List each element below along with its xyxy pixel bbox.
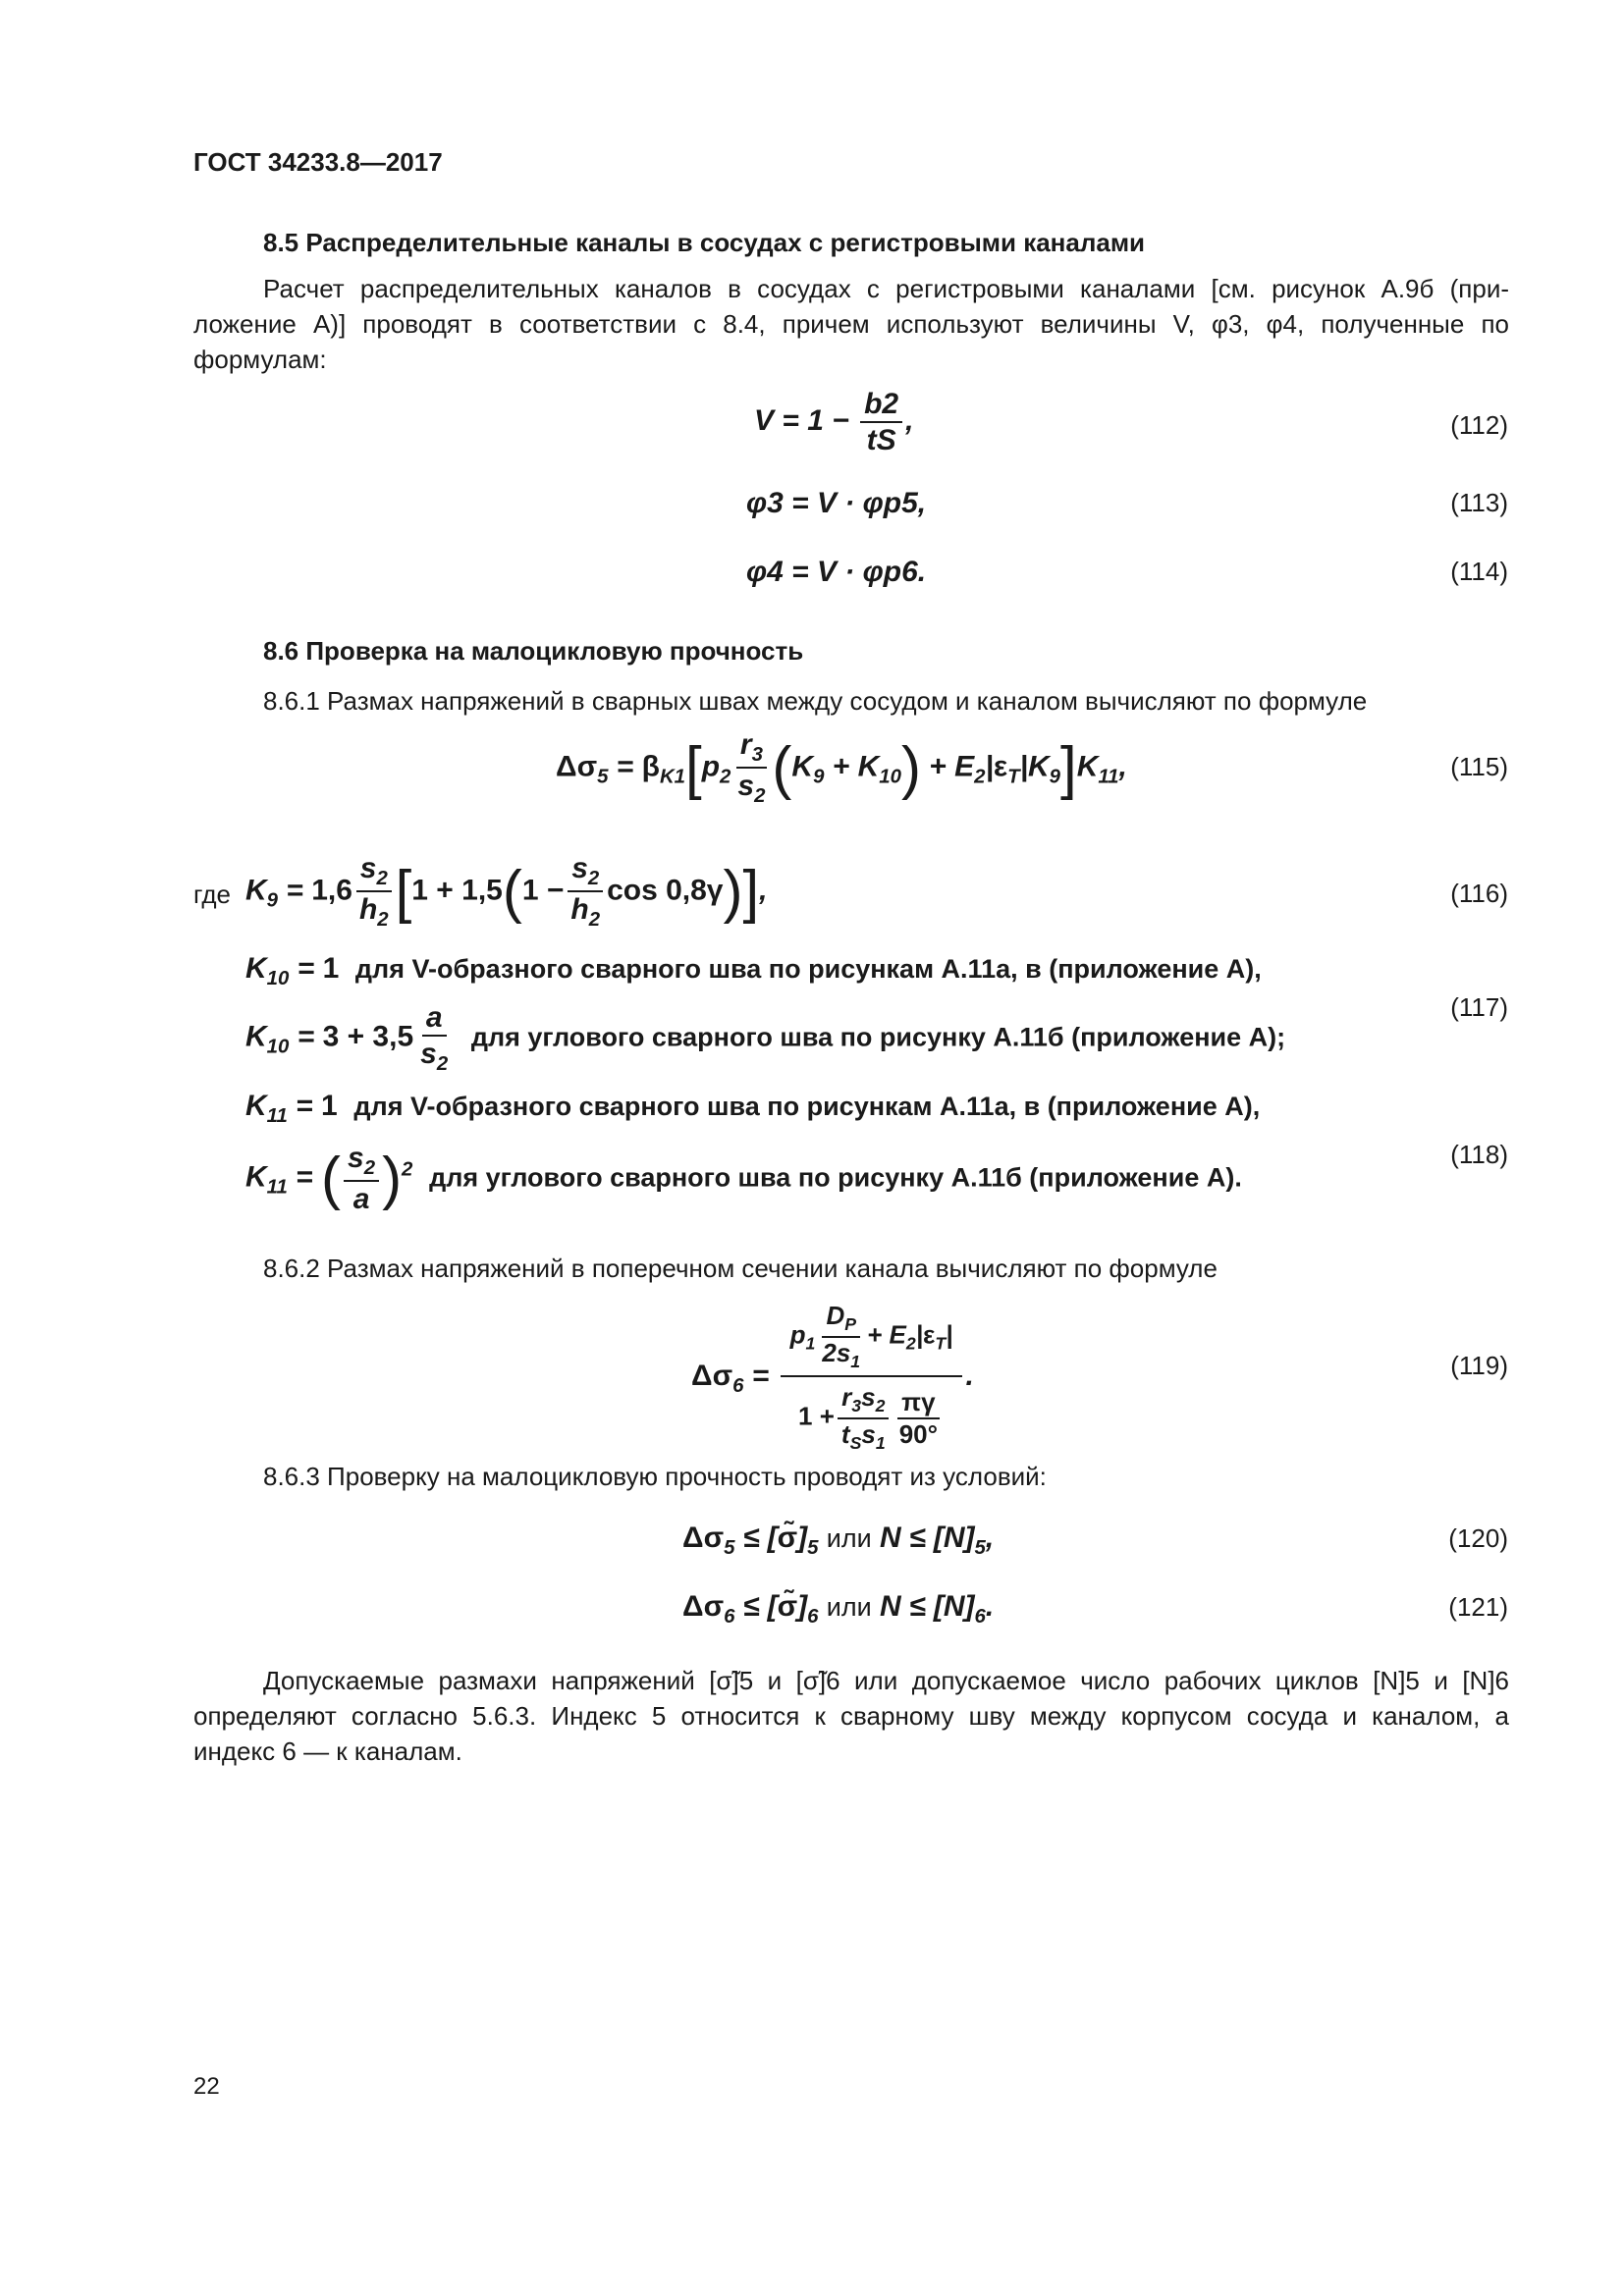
equation-number: (116) <box>1450 879 1508 908</box>
equation-number: (114) <box>1450 557 1508 586</box>
paragraph-line: ложение А)] проводят в соответствии с 8.4, причем используют величины V, φ3, φ4, полученные по <box>193 309 1509 339</box>
equation-number: (120) <box>1448 1523 1508 1553</box>
section-8-5-paragraph <box>193 271 1509 377</box>
paragraph-8-6-1: 8.6.1 Размах напряжений в сварных швах между сосудом и каналом вычисляют по формуле <box>263 686 1368 716</box>
formula-117-line1: $K_{10} = 1$ для V-образного сварного шва по рисункам А.11а, в (приложение А), <box>245 952 1262 989</box>
equation-number: (115) <box>1450 752 1508 781</box>
formula-118-line1: $K_{11} = 1$ для V-образного сварного шва по рисункам А.11а, в (приложение А), <box>245 1090 1261 1127</box>
formula-115: $\Delta\sigma_5 = \beta_{K1}[p_2$ $\frac{r_3}{s_2}$ $(K_9 + K_{10}) + E_2|\varepsilon_T|K_9]K_{11}$, <box>556 728 1127 808</box>
formula-119: $\Delta\sigma_6$ = $p_1$ $\frac{D_P}{2s_1}$ + $E_2|\varepsilon_T|$ 1 + $\frac{r_3s_2}{t_Ss_1}$ $\frac{\pi\gamma}{90^\circ}$ . <box>691 1301 974 1454</box>
formula-112: V = 1 − $\frac{b2}{tS}$ , <box>754 388 914 456</box>
equation-number: (119) <box>1450 1351 1508 1380</box>
formula-117-line2: $K_{10} = 3 + 3,5$ $\frac{a}{s_2}$ для углового сварного шва по рисунку А.11б (приложение А); <box>245 1001 1286 1075</box>
page-number: 22 <box>193 2073 220 2100</box>
paragraph-8-6-2: 8.6.2 Размах напряжений в поперечном сечении канала вычисляют по формуле <box>263 1254 1218 1283</box>
equation-number: (112) <box>1450 410 1508 440</box>
formula-120: $\Delta\sigma_5$ ≤ $[\sigmã]_5$ или $N \le [N]_5$, <box>682 1522 995 1559</box>
paragraph-8-6-3: 8.6.3 Проверку на малоцикловую прочность проводят из условий: <box>263 1462 1047 1491</box>
formula-118-line2: $K_{11}$ = ( $\frac{s_2}{a}$ )$^2$ для углового сварного шва по рисунку А.11б (приложение А). <box>245 1142 1242 1216</box>
formula-118-condition1: для V-образного сварного шва по рисункам А.11а, в (приложение А), <box>353 1092 1261 1121</box>
equation-number: (117) <box>1450 992 1508 1022</box>
formula-lhs: V = 1 − <box>754 403 849 437</box>
formula-114: φ4 = V · φp6. <box>746 556 927 588</box>
formula-117-condition2: для углового сварного шва по рисунку А.11б (приложение А); <box>470 1022 1286 1052</box>
fraction-numerator: b2 <box>860 388 902 423</box>
equation-number: (118) <box>1450 1140 1508 1169</box>
equation-number: (121) <box>1448 1592 1508 1622</box>
formula-116: $K_9 = 1,6$ $\frac{s_2}{h_2}$ [1 + 1,5(1 − $\frac{s_2}{h_2}$ cos 0,8γ)], <box>245 852 768 932</box>
fraction <box>860 388 902 456</box>
paragraph-line: индекс 6 — к каналам. <box>193 1736 462 1766</box>
document-header: ГОСТ 34233.8—2017 <box>193 147 443 177</box>
or-word: или <box>826 1592 872 1622</box>
formula-121: $\Delta\sigma_6$ ≤ $[\sigmã]_6$ или $N \le [N]_6$. <box>682 1590 995 1628</box>
or-word: или <box>826 1523 872 1553</box>
where-label: где <box>193 880 231 909</box>
section-8-5-heading: 8.5 Распределительные каналы в сосудах с регистровыми каналами <box>263 228 1146 257</box>
final-paragraph <box>193 1663 1509 1769</box>
paragraph-line: Допускаемые размахи напряжений [σ̃]5 и [σ̃]6 или допускаемое число рабочих циклов [N]5 и [N]6 <box>263 1666 1509 1695</box>
paragraph-line: формулам: <box>193 345 327 374</box>
formula-118-condition2: для углового сварного шва по рисунку А.11б (приложение А). <box>429 1162 1242 1193</box>
paragraph-line: Расчет распределительных каналов в сосудах с регистровыми каналами [см. рисунок А.9б (при- <box>263 274 1509 303</box>
formula-117-condition1: для V-образного сварного шва по рисункам А.11а, в (приложение А), <box>354 954 1262 984</box>
paragraph-line: определяют согласно 5.6.3. Индекс 5 относится к сварному шву между корпусом сосуда и каналом, а <box>193 1701 1509 1731</box>
equation-number: (113) <box>1450 488 1508 517</box>
formula-113: φ3 = V · φp5, <box>746 487 927 519</box>
fraction-denominator: tS <box>866 424 896 456</box>
section-8-6-heading: 8.6 Проверка на малоцикловую прочность <box>263 636 804 666</box>
